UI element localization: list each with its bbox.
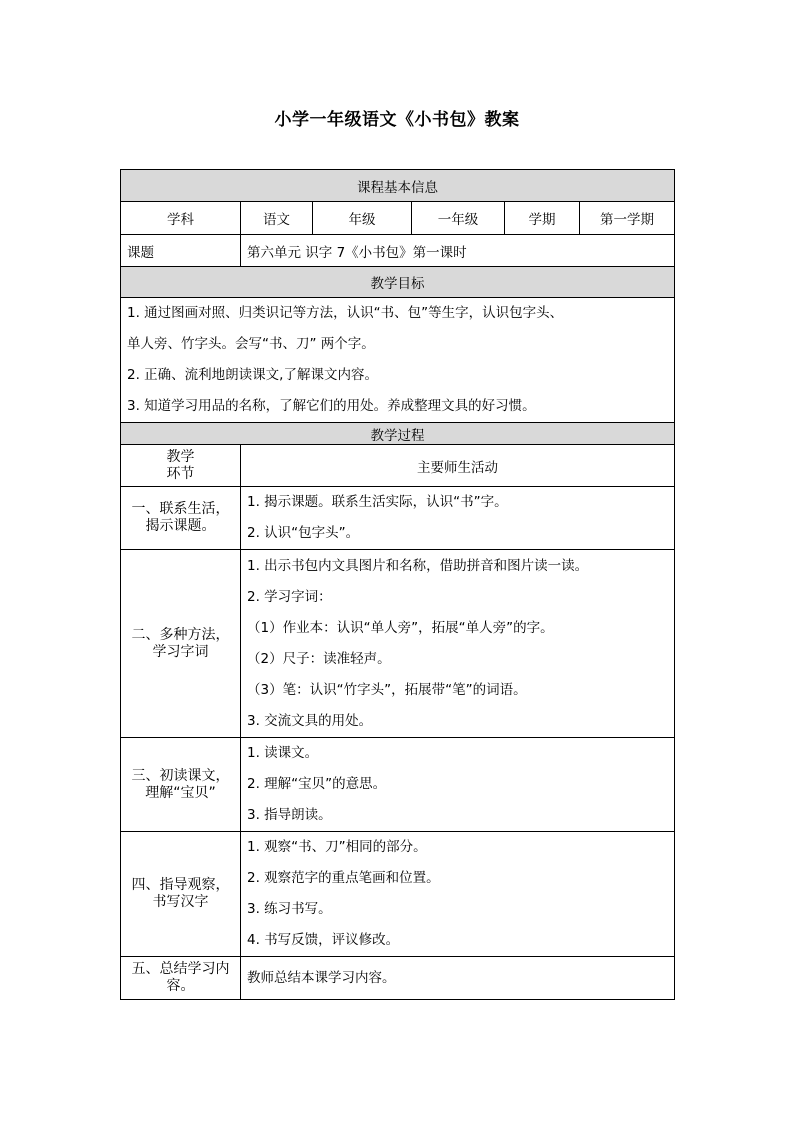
term-label: 学期 <box>505 202 580 235</box>
stage-name: 三、初读课文，理解“宝贝” <box>121 738 241 832</box>
objective-line: 2. 正确、流利地朗读课文,了解课文内容。 <box>127 367 378 383</box>
activity-item: 教师总结本课学习内容。 <box>247 969 396 986</box>
subject-value: 语文 <box>241 202 313 235</box>
stage-activities <box>241 550 675 738</box>
process-header: 教学过程 <box>121 423 675 445</box>
stage-name: 五、总结学习内容。 <box>121 957 241 1000</box>
activity-column-header: 主要师生活动 <box>241 445 675 487</box>
activity-item: 2. 理解“宝贝”的意思。 <box>247 776 387 792</box>
activity-item: 2. 认识“包字头”。 <box>247 525 360 541</box>
activity-item: 4. 书写反馈，评议修改。 <box>247 932 400 948</box>
activity-item: 2. 观察范字的重点笔画和位置。 <box>247 870 440 886</box>
objectives-header: 教学目标 <box>121 267 675 298</box>
stage-header-line: 教学 <box>166 448 195 465</box>
activity-item: 1. 观察“书、刀”相同的部分。 <box>247 839 427 855</box>
stage-name: 二、多种方法，学习字词 <box>121 550 241 738</box>
activity-item: （3）笔：认识“竹字头”，拓展带“笔”的词语。 <box>247 681 527 698</box>
activity-item: 3. 指导朗读。 <box>247 807 332 823</box>
term-value: 第一学期 <box>580 202 675 235</box>
lesson-plan-table <box>120 169 675 1000</box>
document-title: 小学一年级语文《小书包》教案 <box>274 110 520 130</box>
objective-line: 1. 通过图画对照、归类识记等方法，认识“书、包”等生字，认识包字头、 <box>127 305 564 321</box>
activity-item: 3. 交流文具的用处。 <box>247 712 373 729</box>
stage-activities <box>241 738 675 832</box>
activity-item: （1）作业本：认识“单人旁”，拓展“单人旁”的字。 <box>247 619 554 636</box>
grade-label: 年级 <box>313 202 412 235</box>
topic-value: 第六单元 识字 7《小书包》第一课时 <box>241 235 675 267</box>
activity-item: 3. 练习书写。 <box>247 901 332 917</box>
activity-item: 1. 出示书包内文具图片和名称，借助拼音和图片读一读。 <box>247 557 589 574</box>
activity-item: 2. 学习字词： <box>247 588 332 605</box>
activity-item: 1. 读课文。 <box>247 745 319 761</box>
subject-label: 学科 <box>121 202 241 235</box>
topic-label: 课题 <box>121 235 241 267</box>
grade-value: 一年级 <box>412 202 505 235</box>
activity-item: 1. 揭示课题。联系生活实际，认识“书”字。 <box>247 494 508 510</box>
objective-line: 3. 知道学习用品的名称，了解它们的用处。养成整理文具的好习惯。 <box>127 398 536 414</box>
activity-item: （2）尺子：读准轻声。 <box>247 650 391 667</box>
stage-header-line: 环节 <box>166 465 195 482</box>
stage-name: 四、指导观察，书写汉字 <box>121 832 241 957</box>
objective-line: 单人旁、竹字头。会写“书、刀” 两个字。 <box>127 336 375 352</box>
stage-name: 一、联系生活，揭示课题。 <box>121 487 241 550</box>
stage-activities <box>241 957 675 1000</box>
objectives-body <box>121 298 675 423</box>
stage-column-header <box>121 445 241 487</box>
stage-activities <box>241 487 675 550</box>
basic-info-header: 课程基本信息 <box>121 170 675 202</box>
stage-activities <box>241 832 675 957</box>
